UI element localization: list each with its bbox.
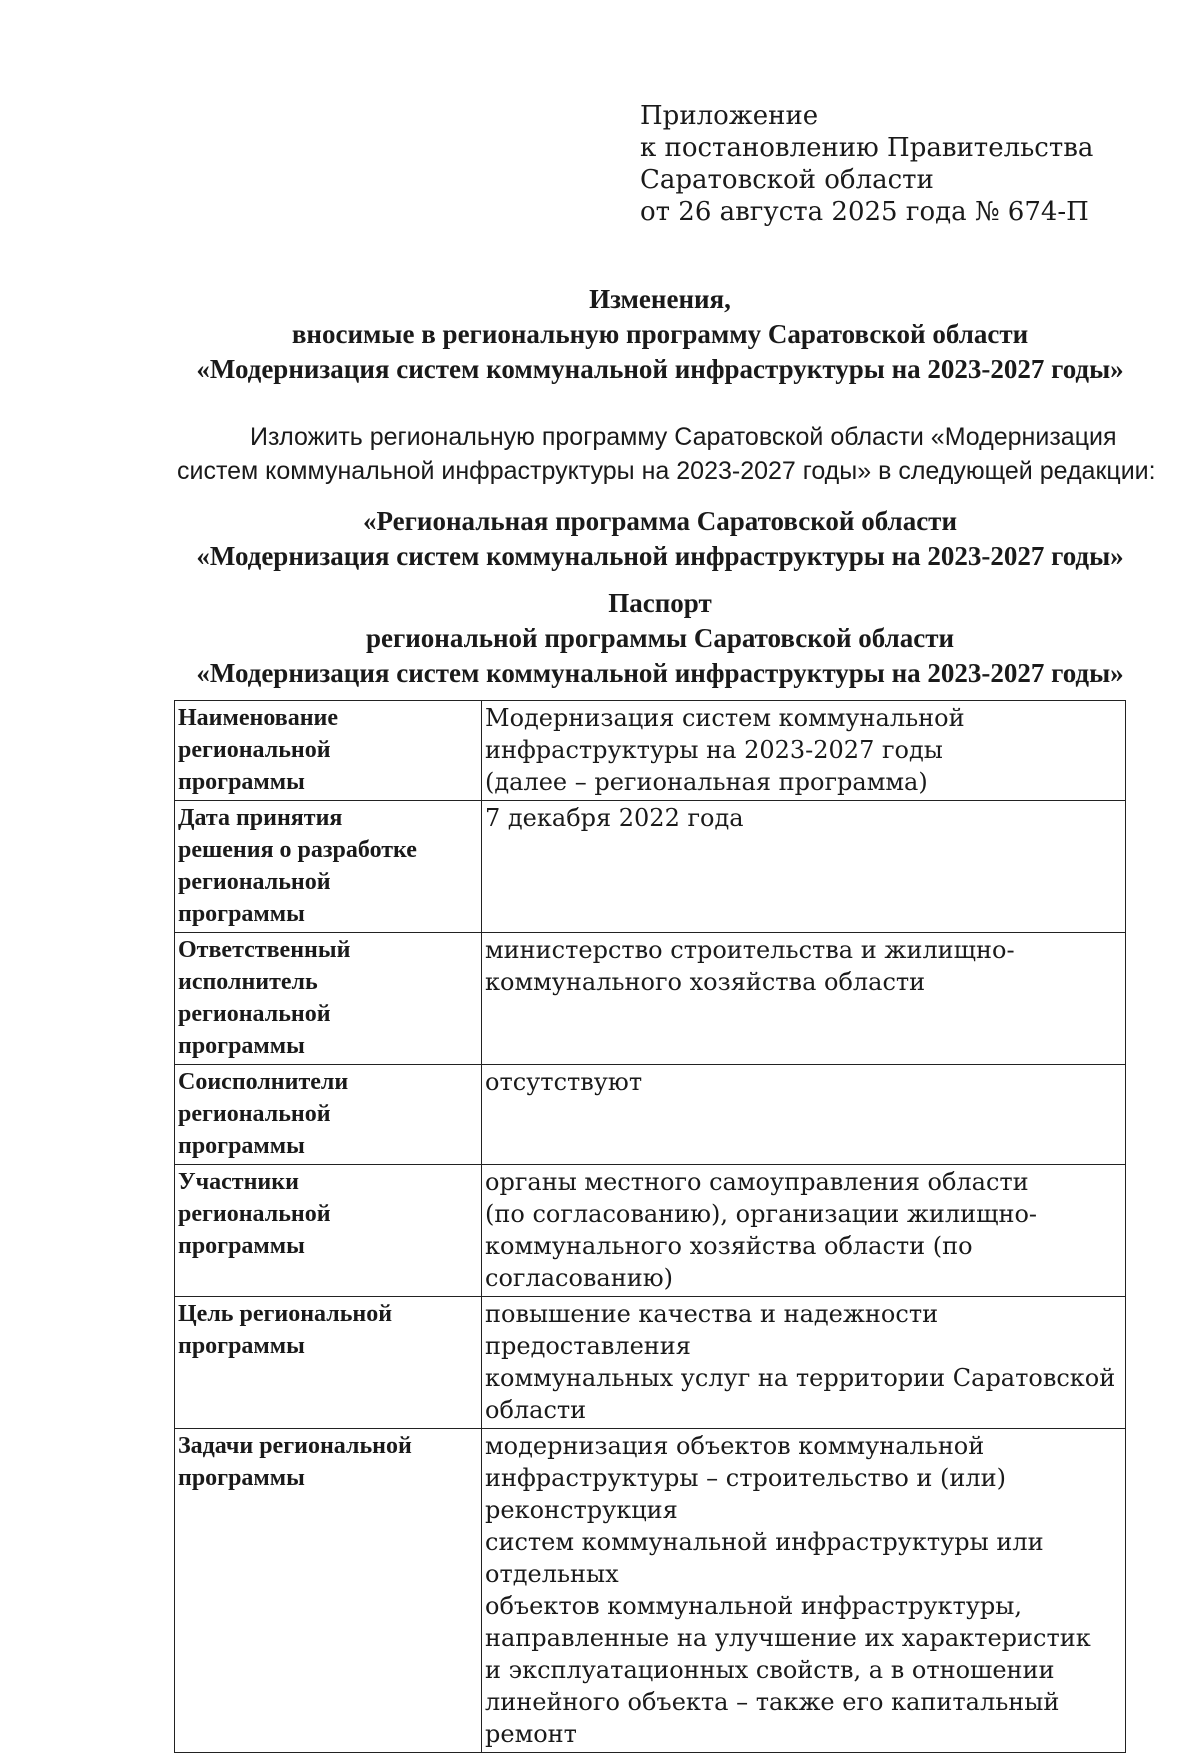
row-label: Участники региональной программы	[175, 1165, 482, 1297]
row-value: органы местного самоуправления области (по согласованию), организации жилищно- коммунального хозяйства области (по согласованию)	[482, 1165, 1126, 1297]
row-label: Цель региональной программы	[175, 1297, 482, 1429]
changes-heading	[140, 282, 1180, 387]
heading-line: «Региональная программа Саратовской области	[363, 506, 957, 536]
table-row	[175, 933, 1126, 1065]
table-row	[175, 1065, 1126, 1165]
table-row	[175, 701, 1126, 801]
passport-heading	[140, 586, 1180, 691]
row-label: Соисполнители региональной программы	[175, 1065, 482, 1165]
heading-line: «Модернизация систем коммунальной инфраструктуры на 2023-2027 годы»	[196, 658, 1124, 688]
row-label: Задачи региональной программы	[175, 1429, 482, 1753]
intro-line: систем коммунальной инфраструктуры на 2023-2027 годы» в следующей редакции:	[177, 457, 1156, 485]
appendix-line: Саратовской области	[640, 165, 934, 195]
heading-line: вносимые в региональную программу Саратовской области	[291, 319, 1029, 349]
table-row	[175, 1165, 1126, 1297]
appendix-line: Приложение	[640, 101, 819, 131]
program-heading	[140, 504, 1180, 574]
row-value: модернизация объектов коммунальной инфраструктуры – строительство и (или) реконструкция систем коммунальной инфраструктуры или отдельных объектов коммунальной инфраструктуры, направленные на улучшение их характеристик и эксплуатационных свойств, а в отношении линейного объекта – также его капитальный ремонт	[482, 1429, 1126, 1753]
row-value: министерство строительства и жилищно- коммунального хозяйства области	[482, 933, 1126, 1065]
intro-paragraph	[140, 420, 1156, 488]
table-row	[175, 1429, 1126, 1753]
row-value: Модернизация систем коммунальной инфраструктуры на 2023-2027 годы (далее – региональная программа)	[482, 701, 1126, 801]
heading-line: Изменения,	[589, 284, 731, 314]
table-row	[175, 801, 1126, 933]
table-row	[175, 1297, 1126, 1429]
row-value: отсутствуют	[482, 1065, 1126, 1165]
row-value: 7 декабря 2022 года	[482, 801, 1126, 933]
heading-line: Паспорт	[608, 588, 712, 618]
row-label: Наименование региональной программы	[175, 701, 482, 801]
appendix-block	[640, 100, 1160, 228]
appendix-line: от 26 августа 2025 года № 674-П	[640, 197, 1089, 227]
appendix-line: к постановлению Правительства	[640, 133, 1094, 163]
heading-line: «Модернизация систем коммунальной инфраструктуры на 2023-2027 годы»	[196, 541, 1124, 571]
heading-line: «Модернизация систем коммунальной инфраструктуры на 2023-2027 годы»	[196, 354, 1124, 384]
row-label: Дата принятия решения о разработке региональной программы	[175, 801, 482, 933]
row-label: Ответственный исполнитель региональной программы	[175, 933, 482, 1065]
passport-table	[174, 700, 1126, 1753]
intro-line: Изложить региональную программу Саратовской области «Модернизация	[250, 423, 1117, 451]
heading-line: региональной программы Саратовской области	[365, 623, 955, 653]
row-value: повышение качества и надежности предоставления коммунальных услуг на территории Саратовской области	[482, 1297, 1126, 1429]
